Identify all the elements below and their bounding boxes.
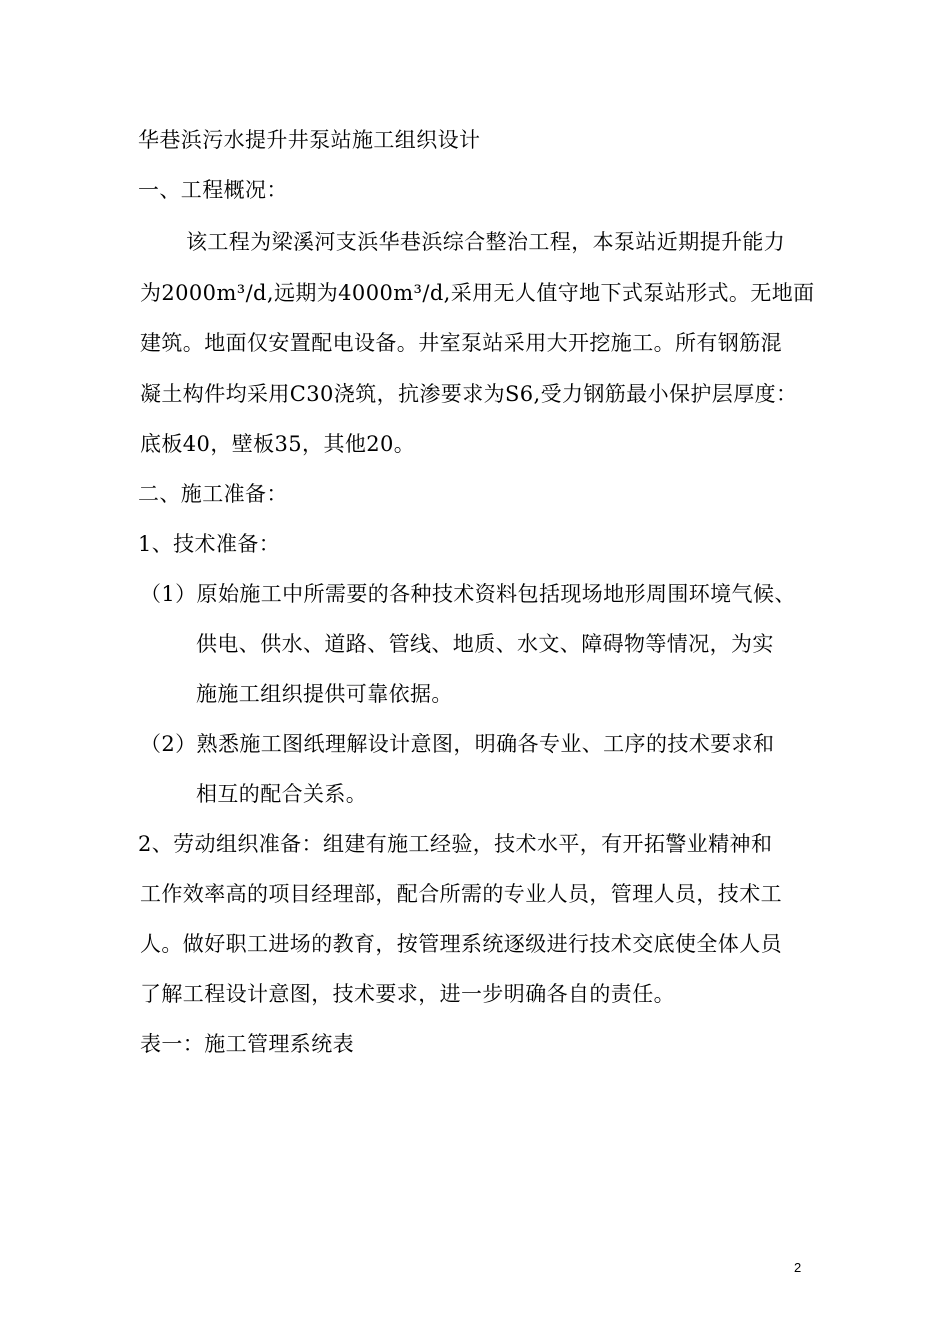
technical-item-2-line: （2）熟悉施工图纸理解设计意图，明确各专业、工序的技术要求和: [140, 732, 775, 756]
overview-paragraph-line: 底板40，壁板35，其他20。: [140, 432, 416, 456]
overview-paragraph-line: 该工程为梁溪河支浜华巷浜综合整治工程，本泵站近期提升能力: [186, 230, 786, 254]
labor-organization-line: 人。做好职工进场的教育，按管理系统逐级进行技术交底使全体人员: [140, 932, 782, 956]
page-number: 2: [794, 1260, 802, 1275]
labor-organization-line: 了解工程设计意图，技术要求，进一步明确各自的责任。: [140, 982, 675, 1006]
technical-item-1-line: （1）原始施工中所需要的各种技术资料包括现场地形周围环境气候、: [140, 582, 796, 606]
technical-item-1-line: 供电、供水、道路、管线、地质、水文、障碍物等情况，为实: [196, 632, 774, 656]
overview-paragraph-line: 凝土构件均采用C30浇筑，抗渗要求为S6,受力钢筋最小保护层厚度：: [140, 382, 798, 406]
section-heading-overview: 一、工程概况：: [138, 178, 288, 202]
table-caption: 表一：施工管理系统表: [140, 1032, 354, 1056]
section-heading-preparation: 二、施工准备：: [138, 482, 288, 506]
technical-item-2-line: 相互的配合关系。: [196, 782, 368, 806]
labor-organization-line: 2、劳动组织准备：组建有施工经验，技术水平，有开拓警业精神和: [138, 832, 773, 856]
subsection-heading-technical: 1、技术准备：: [138, 532, 281, 556]
document-title: 华巷浜污水提升井泵站施工组织设计: [138, 128, 481, 152]
overview-paragraph-line: 建筑。地面仅安置配电设备。井室泵站采用大开挖施工。所有钢筋混: [140, 331, 782, 355]
technical-item-1-line: 施施工组织提供可靠依据。: [196, 682, 453, 706]
labor-organization-line: 工作效率高的项目经理部，配合所需的专业人员，管理人员，技术工: [140, 882, 782, 906]
overview-paragraph-line: 为2000m³/d,远期为4000m³/d,采用无人值守地下式泵站形式。无地面: [140, 281, 815, 305]
